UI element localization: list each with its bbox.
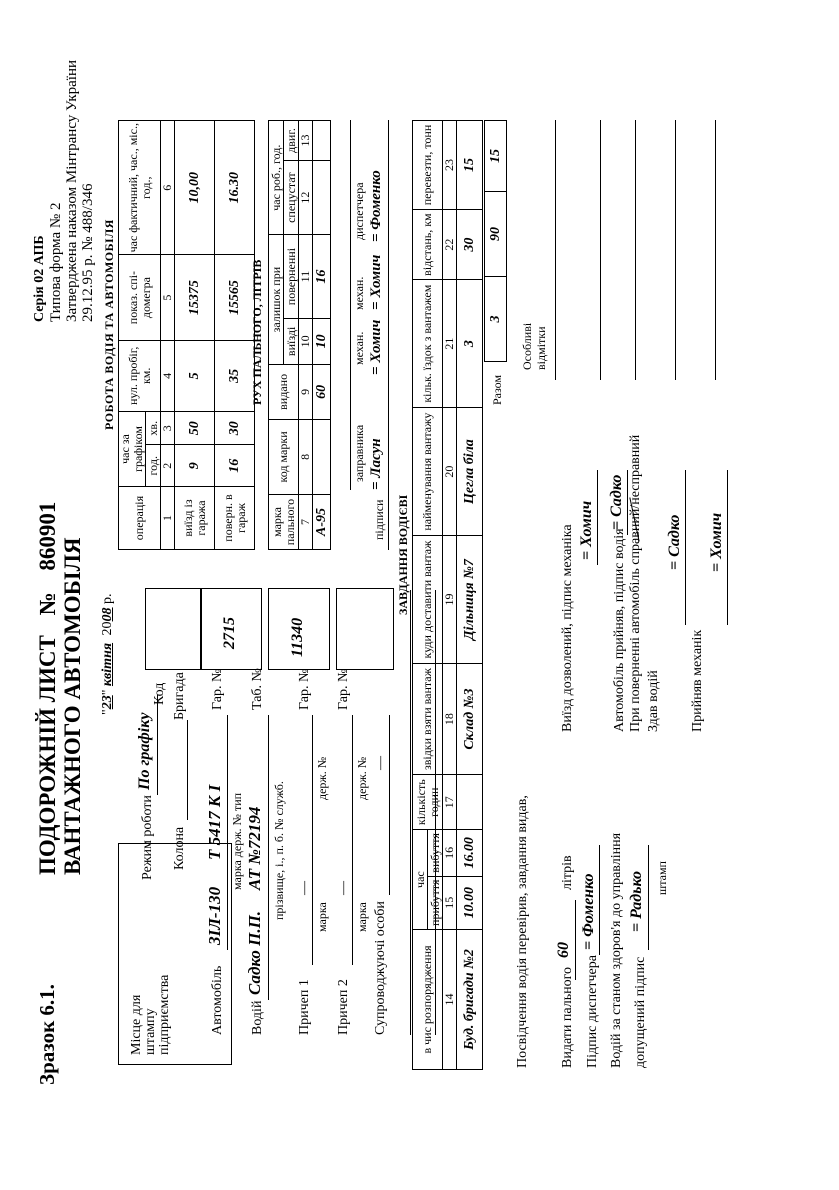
trips-cell: 3 (457, 280, 483, 408)
notes-line-2 (600, 120, 601, 380)
h-time: час (413, 830, 428, 930)
trailer2-sub-brand: марка (355, 902, 369, 932)
series-label: Серія 02 АПБ (32, 235, 47, 322)
tons-cell: 15 (457, 121, 483, 210)
h-fuel-code: код марки (269, 419, 299, 494)
trailer2-sub-plate: держ. № (355, 756, 369, 800)
operation-cell: виїзд із гаража (175, 487, 215, 550)
accompanying-dash: — (373, 756, 388, 770)
sig-disp-label: диспетчера (352, 182, 366, 240)
trailer1-label: Причеп 1 (297, 979, 312, 1035)
task-col-num: 19 (443, 536, 457, 664)
form-number: 860901 (35, 501, 60, 571)
mechanic-label: Прийняв механік (690, 629, 705, 732)
accompanying-line-2 (410, 590, 411, 1035)
fuel-issue-underline (575, 900, 576, 980)
task-col-num: 16 (443, 830, 457, 876)
exit-sig-underline (597, 470, 598, 565)
h-arrive: прибуття (428, 876, 443, 929)
work-col-num: 1 (161, 487, 175, 550)
h-depart: вибуття (428, 830, 443, 876)
work-col-num: 4 (161, 340, 175, 411)
sig-refuel: = Ласун (368, 438, 384, 490)
h-out: виїзді (284, 318, 299, 364)
odometer-cell: 15375 (175, 255, 215, 340)
stamp-label: штамп (655, 861, 669, 895)
code-box (145, 588, 202, 670)
total-trips-cell: 3 (485, 277, 507, 362)
exit-sig: = Хомич (578, 500, 595, 560)
work-table (118, 120, 255, 550)
fuel-col-num: 12 (299, 160, 313, 234)
date-month: квітня (100, 642, 115, 687)
trailer1-dash: — (297, 881, 312, 895)
fuel-out-cell: 10 (313, 318, 331, 364)
trailer1-sub-plate: держ. № (315, 756, 329, 800)
sig-disp: = Фоменко (368, 170, 384, 242)
notes-line-4 (675, 120, 676, 380)
driver-name: Садко П.П. (245, 910, 264, 995)
odometer-cell: 15565 (215, 255, 255, 340)
notes-line-5 (715, 120, 716, 380)
minutes-cell: 30 (215, 411, 255, 445)
returned-label: При поверненні автомобіль справний/несправний (628, 434, 643, 732)
trailer1-sub-brand: марка (315, 902, 329, 932)
trailer-code-box (336, 588, 394, 670)
column-underline (187, 720, 188, 820)
driver-tab-label: Таб. № (250, 668, 265, 710)
h-actual-time: час фактичний, час., міс., год., (119, 121, 161, 255)
h-minutes: хв. (146, 411, 161, 445)
h-worktime: час роб., год. (269, 121, 284, 235)
work-col-num: 3 (161, 411, 175, 445)
handed-sig: = Садко (666, 514, 683, 570)
hours-count-cell (457, 775, 483, 830)
date-year-prefix: 20 (100, 621, 115, 636)
sig-mech1: = Хомич (368, 319, 384, 375)
table-row (457, 121, 483, 1070)
handed-sig-underline (685, 470, 686, 625)
h-cargo: найменування вантажу (413, 408, 443, 536)
total-distance-cell: 90 (485, 192, 507, 277)
h-distance: відстань, км (413, 209, 443, 279)
form-subtitle: ВАНТАЖНОГО АВТОМОБІЛЯ (60, 537, 85, 875)
table-row (215, 121, 255, 550)
fuel-table-title: РУХ ПАЛЬНОГО, ЛІТРІВ (250, 259, 264, 405)
mode-label: Режим роботи (140, 795, 155, 880)
zero-run-cell: 35 (215, 340, 255, 411)
fuel-return-cell: 16 (313, 235, 331, 319)
trailer1-underline (312, 715, 313, 965)
fuel-issue-label: Видати пального (560, 966, 575, 1068)
exit-allowed-text: Виїзд дозволений, підпис механіка (560, 524, 575, 732)
task-col-num: 17 (443, 775, 457, 830)
h-operation: операція (119, 487, 161, 550)
date-day: 23 (100, 695, 115, 710)
approved-by: Затверджена наказом Мінтрансу України (64, 59, 80, 322)
car-underline (227, 715, 228, 950)
sig-mech2: = Хомич (368, 254, 384, 310)
form-date: "23" квітня 2008 р. (100, 593, 115, 715)
h-zero-run: нул. пробіг, км. (119, 340, 161, 411)
driver-label: Водій (250, 1000, 265, 1035)
driver-sub-label: прізвище, і., п. б. № служб. (272, 781, 286, 920)
h-hours-count: кількість годин (413, 775, 443, 830)
car-model: ЗІЛ-130 (205, 886, 224, 945)
stamp-place-label: Місце для штампу підприємства (129, 974, 172, 1055)
sig-top-line (350, 120, 351, 490)
sig-mech2-label: механ. (352, 276, 366, 310)
h-schedule: час за графіком (119, 411, 146, 486)
accepted-text: Автомобіль прийняв, підпис водія (612, 528, 627, 732)
work-col-num: 2 (161, 445, 175, 487)
total-label: Разом (490, 374, 504, 405)
accepted-sig: = Садко (608, 474, 625, 530)
brigade-label: Бригада (172, 672, 187, 720)
order-number: 29.12.95 р. № 488/346 (80, 183, 96, 322)
mechanic-sig: = Хомич (708, 512, 725, 572)
cargo-cell: Цегла біла (457, 408, 483, 536)
minutes-cell: 50 (175, 411, 215, 445)
fuel-col-num: 13 (299, 121, 313, 161)
mode-value: По графіку (136, 712, 153, 790)
fuel-issued-cell: 60 (313, 364, 331, 419)
certificate-text: Посвідчення водія перевірив, завдання видав, (515, 795, 530, 1068)
depart-cell: 16.00 (457, 830, 483, 876)
task-col-num: 23 (443, 121, 457, 210)
work-col-num: 6 (161, 121, 175, 255)
total-table (484, 120, 507, 362)
form-type: Типова форма № 2 (48, 202, 64, 322)
work-table-title: РОБОТА ВОДІЯ ТА АВТОМОБІЛЯ (102, 219, 116, 430)
driver-id: АТ №72194 (245, 806, 264, 890)
h-engine: двиг. (284, 121, 299, 161)
date-year: 08 (100, 607, 115, 622)
form-title-text: ПОДОРОЖНІЙ ЛИСТ (35, 635, 60, 875)
operation-cell: поверн. в гараж (215, 487, 255, 550)
h-order: в чис розпорядження (413, 930, 443, 1070)
h-odometer: показ. спі-домегра (119, 255, 161, 340)
task-table-title: ЗАВДАННЯ ВОДІЄВІ (396, 494, 410, 615)
trailer2-dash: — (336, 881, 351, 895)
car-plate: Т 5417 К І (205, 784, 224, 860)
sig-bottom-line (388, 120, 389, 550)
disp-sig-label: Підпис диспетчера (585, 955, 600, 1068)
fuel-col-num: 8 (299, 419, 313, 494)
table-row (175, 121, 215, 550)
form-title (35, 502, 61, 875)
code-label: Код (152, 682, 167, 705)
total-tons-cell: 15 (485, 121, 507, 192)
car-garage-label: Гар. № (210, 668, 225, 710)
h-from: звідки взяти вантаж (413, 663, 443, 774)
health-text: Водій за станом здоров'я до управління (609, 832, 624, 1068)
mode-underline (157, 695, 158, 795)
fuel-unit: літрів (560, 855, 575, 890)
hours-cell: 9 (175, 445, 215, 487)
accompanying-label: Супроводжуючі особи (373, 901, 388, 1035)
garage-code-box (200, 588, 262, 670)
from-cell: Склад №3 (457, 663, 483, 774)
h-hours: год. (146, 445, 161, 487)
task-col-num: 20 (443, 408, 457, 536)
trailer2-garage-label: Гар. № (336, 668, 351, 710)
h-trips: кільк. їздок з вантажем (413, 280, 443, 408)
actual-time-cell: 16.30 (215, 121, 255, 255)
trailer2-label: Причеп 2 (336, 979, 351, 1035)
handed-driver-label: Здав водій (646, 670, 661, 732)
h-fuel-remain: залишок при (269, 235, 284, 365)
driver-underline (268, 715, 269, 1000)
task-col-num: 21 (443, 280, 457, 408)
zero-run-cell: 5 (175, 340, 215, 411)
fuel-col-num: 7 (299, 495, 313, 550)
admitted-label: допущений підпис (633, 956, 648, 1068)
distance-cell: 30 (457, 209, 483, 279)
to-cell: Дільниця №7 (457, 536, 483, 664)
fuel-issue-value: 60 (555, 942, 572, 958)
hours-cell: 16 (215, 445, 255, 487)
date-suffix: р. (100, 593, 115, 604)
notes-line-1 (555, 120, 556, 380)
sig-label: підписи (372, 499, 386, 540)
column-label: Колона (172, 826, 187, 870)
task-col-num: 18 (443, 663, 457, 774)
sample-label: Зразок 6.1. (35, 984, 59, 1085)
fuel-col-num: 9 (299, 364, 313, 419)
tab-code-value: 11340 (289, 617, 306, 657)
special-cell (313, 160, 331, 234)
fuel-col-num: 10 (299, 318, 313, 364)
task-table (412, 120, 483, 1070)
notes-label: Особливі відмітки (520, 322, 548, 370)
disp-sig: = Фоменко (580, 873, 597, 950)
h-fuel-brand: марка пального (269, 495, 299, 550)
garage-code-value: 2715 (221, 617, 238, 649)
task-col-num: 14 (443, 930, 457, 1070)
fuel-code-cell (313, 419, 331, 494)
notes-line-3 (635, 120, 636, 380)
sig-refuel-label: заправника (352, 424, 366, 482)
trailer2-underline (352, 715, 353, 965)
order-cell: Буд. бригади №2 (457, 930, 483, 1070)
accompanying-underline (389, 715, 390, 895)
mechanic-sig-underline (727, 470, 728, 625)
admitted-sig: = Радько (628, 870, 645, 932)
returned-text (628, 435, 644, 732)
car-sub-label: марка держ. № тип (230, 792, 244, 890)
table-row (313, 121, 331, 550)
fuel-col-num: 11 (299, 235, 313, 319)
task-col-num: 22 (443, 209, 457, 279)
trailer1-garage-label: Гар. № (297, 668, 312, 710)
h-fuel-issued: видано (269, 364, 299, 419)
arrive-cell: 10.00 (457, 876, 483, 929)
admitted-underline (648, 845, 649, 950)
car-label: Автомобіль (210, 965, 225, 1035)
fuel-brand-cell: А-95 (313, 495, 331, 550)
task-col-num: 15 (443, 876, 457, 929)
fuel-table (268, 120, 331, 550)
h-return: поверненні (284, 235, 299, 319)
actual-time-cell: 10,00 (175, 121, 215, 255)
h-special: спецустат (284, 160, 299, 234)
sig-mech1-label: механ. (352, 331, 366, 365)
disp-sig-underline (599, 845, 600, 955)
h-tons: перевезти, тонн (413, 121, 443, 210)
tab-code-box (268, 588, 330, 670)
number-sign: № (35, 592, 60, 616)
h-to: куди доставити вантаж (413, 536, 443, 664)
engine-cell (313, 121, 331, 161)
work-col-num: 5 (161, 255, 175, 340)
